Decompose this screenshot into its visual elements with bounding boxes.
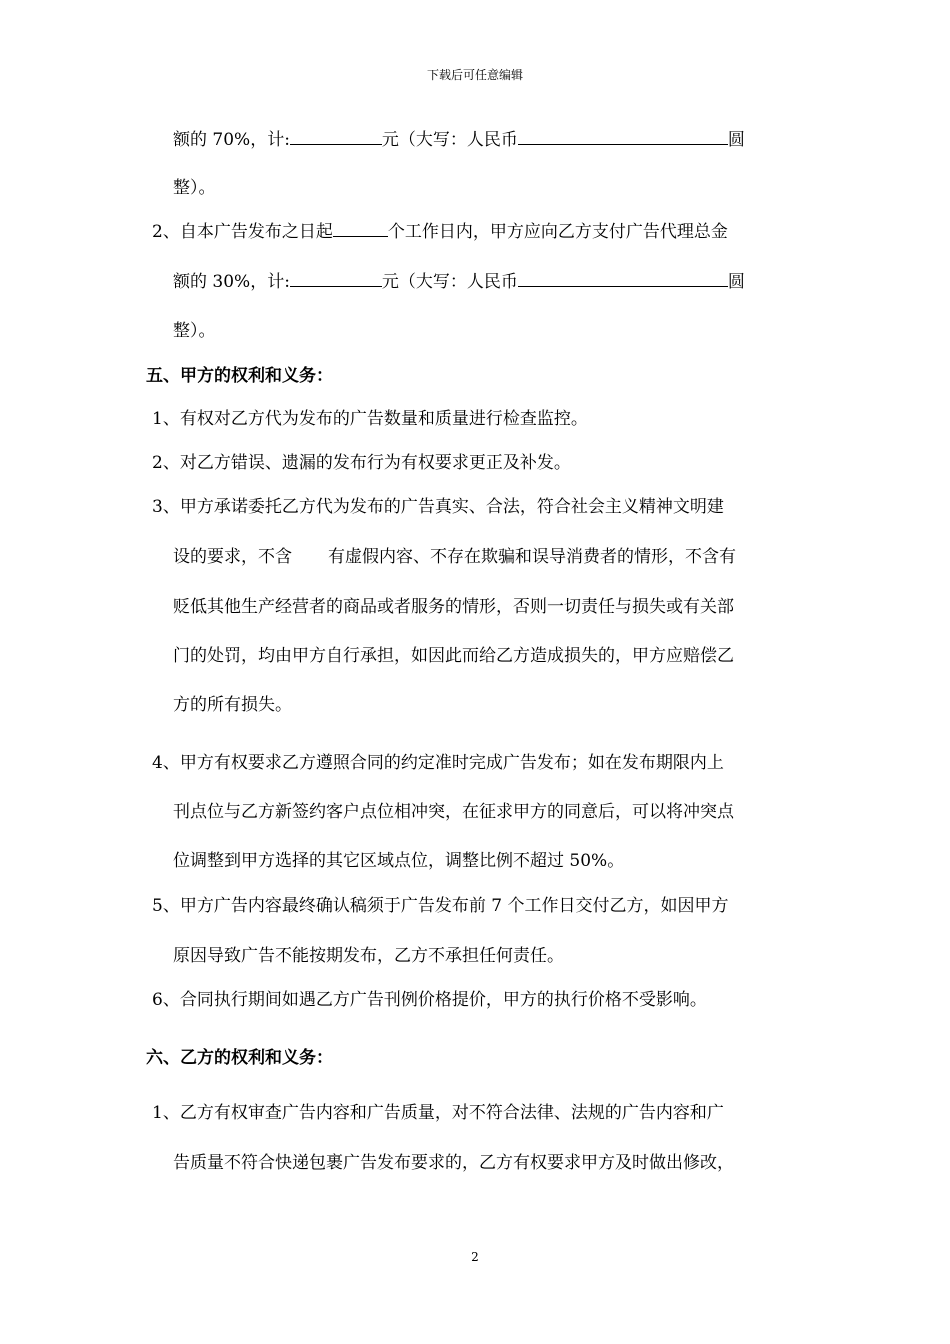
payment-line-70: [173, 128, 745, 151]
paragraph-line: 原因导致广告不能按期发布，乙方不承担任何责任。: [173, 946, 564, 966]
rmb-blank: [518, 128, 728, 145]
paragraph-line: 位调整到甲方选择的其它区域点位，调整比例不超过 50%。: [173, 851, 625, 871]
text: 额的 30%，计:: [173, 272, 290, 292]
section-heading-5: 五、甲方的权利和义务：: [146, 366, 333, 386]
text: 元（大写：人民币: [381, 272, 518, 292]
text: 圆: [727, 272, 745, 292]
page-header: 下载后可任意编辑: [426, 68, 523, 82]
paragraph-line: 贬低其他生产经营者的商品或者服务的情形，否则一切责任与损失或有关部: [173, 597, 734, 617]
text: 2、自本广告发布之日起: [152, 222, 333, 242]
amount-blank: [290, 270, 382, 287]
page-number: 2: [471, 1250, 479, 1264]
paragraph-line: 方的所有损失。: [173, 695, 292, 715]
clause-5-3: 3、甲方承诺委托乙方代为发布的广告真实、合法，符合社会主义精神文明建: [152, 497, 724, 517]
paragraph-line: 门的处罚，均由甲方自行承担，如因此而给乙方造成损失的，甲方应赔偿乙: [173, 646, 734, 666]
clause-5-6: 6、合同执行期间如遇乙方广告刊例价格提价，甲方的执行价格不受影响。: [152, 990, 707, 1010]
payment-clause-2: [152, 220, 728, 243]
payment-line-30: [173, 270, 745, 293]
clause-5-2: 2、对乙方错误、遗漏的发布行为有权要求更正及补发。: [152, 453, 571, 473]
rmb-blank: [518, 270, 728, 287]
paragraph-line: [173, 546, 736, 568]
amount-blank: [290, 128, 382, 145]
paragraph-line: 整）。: [173, 178, 216, 198]
section-heading-6: 六、乙方的权利和义务：: [146, 1048, 333, 1068]
clause-5-4: 4、甲方有权要求乙方遵照合同的约定准时完成广告发布；如在发布期限内上: [152, 753, 724, 773]
text: 个工作日内，甲方应向乙方支付广告代理总金: [387, 222, 728, 242]
paragraph-line: 告质量不符合快递包裹广告发布要求的，乙方有权要求甲方及时做出修改，: [173, 1153, 734, 1173]
clause-5-5: 5、甲方广告内容最终确认稿须于广告发布前 7 个工作日交付乙方，如因甲方: [152, 896, 729, 916]
clause-5-1: 1、有权对乙方代为发布的广告数量和质量进行检查监控。: [152, 409, 588, 429]
paragraph-line: 刊点位与乙方新签约客户点位相冲突，在征求甲方的同意后，可以将冲突点: [173, 802, 734, 822]
clause-6-1: 1、乙方有权审查广告内容和广告质量，对不符合法律、法规的广告内容和广: [152, 1103, 724, 1123]
paragraph-line: 整）。: [173, 321, 216, 341]
text: 圆: [727, 130, 745, 150]
text: 有虚假内容、不存在欺骗和误导消费者的情形，不含有: [328, 547, 736, 567]
days-blank: [333, 220, 388, 237]
text: 元（大写：人民币: [381, 130, 518, 150]
text: 额的 70%，计:: [173, 130, 290, 150]
text: 设的要求，不含: [173, 547, 292, 567]
